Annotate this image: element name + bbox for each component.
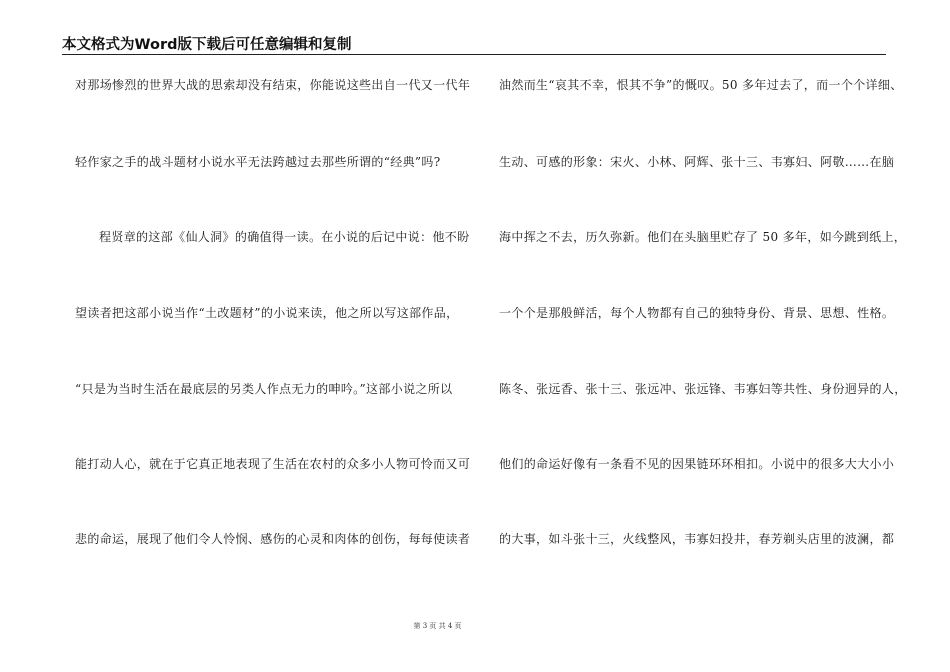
text-line: 陈冬、张远香、张十三、张远冲、张远锋、韦寡妇等共性、身份迥异的人， [499,382,907,396]
paragraph-start-line: 程贤章的这部《仙人洞》的确值得一读。在小说的后记中说：他不盼 [99,230,470,244]
text-line: 对那场惨烈的世界大战的思索却没有结束，你能说这些出自一代又一代年 [75,78,471,92]
text-line: 悲的命运，展现了他们令人怜悯、感伤的心灵和肉体的创伤，每每使读者 [75,532,471,546]
text-line: 望读者把这部小说当作“土改题材”的小说来读，他之所以写这部作品， [75,306,459,320]
text-line: 海中挥之不去，历久弥新。他们在头脑里贮存了 50 多年，如今跳到纸上， [499,230,907,244]
page-header [62,36,886,56]
text-line: 他们的命运好像有一条看不见的因果链环环相扣。小说中的很多大大小小 [499,457,895,471]
text-line: 生动、可感的形象：宋火、小林、阿辉、张十三、韦寡妇、阿敬……在脑 [499,155,895,169]
text-line: 能打动人心，就在于它真正地表现了生活在农村的众多小人物可怜而又可 [75,457,471,471]
page-number-footer: 第 3 页 共 4 页 [413,622,462,630]
text-line: “只是为当时生活在最底层的另类人作点无力的呻吟。”这部小说之所以 [75,382,453,396]
text-line: 油然而生“哀其不幸，恨其不争”的慨叹。50 多年过去了，而一个个详细、 [499,78,903,92]
header-divider [62,54,886,55]
document-header-title: 本文格式为Word版下载后可任意编辑和复制 [62,37,352,53]
text-line: 轻作家之手的战斗题材小说水平无法跨越过去那些所谓的“经典”吗? [75,155,441,169]
text-line: 的大事，如斗张十三，火线整风，韦寡妇投井，春芳剃头店里的波澜，都 [499,532,895,546]
text-line: 一个个是那般鲜活，每个人物都有自己的独特身份、背景、思想、性格。 [499,306,895,320]
